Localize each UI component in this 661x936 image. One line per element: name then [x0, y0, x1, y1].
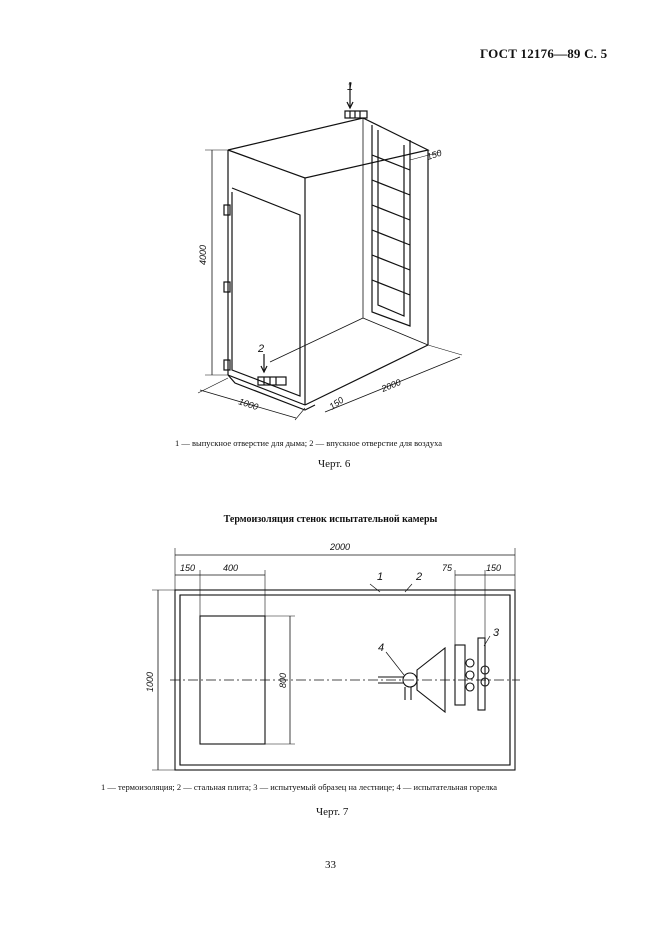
dim-offset-150: 150: [327, 394, 346, 412]
chamber-door: [232, 188, 300, 396]
specimen: [455, 645, 465, 705]
figure-7-label: Черт. 7: [316, 806, 349, 818]
callout-3: 3: [493, 627, 500, 639]
page-number: 33: [325, 859, 336, 871]
callout-4: 4: [378, 642, 385, 654]
callout-1: 1: [377, 571, 384, 583]
dim-right-75: 75: [442, 563, 453, 573]
callout-2: 2: [416, 571, 423, 583]
section-title: Термоизоляция стенок испытательной камеры: [223, 514, 438, 525]
dim-ladder-150: 150: [425, 147, 443, 162]
dim-width-1000: 1000: [237, 396, 260, 413]
dim-depth-2000: 2000: [380, 377, 403, 394]
dim-width-1000: 1000: [145, 671, 155, 692]
figure-6-caption: 1 — выпускное отверстие для дыма; 2 — впускное отверстие для воздуха: [175, 438, 442, 448]
chamber-bottom-right: [305, 345, 428, 405]
dim-length-2000: 2000: [330, 542, 351, 552]
dim-left-150: 150: [180, 563, 196, 573]
figure-7-drawing: [0, 520, 661, 790]
chamber-top-face: [228, 118, 428, 178]
callout-2: 2: [258, 343, 265, 355]
page-header: ГОСТ 12176—89 С. 5: [480, 46, 608, 61]
dim-right-150: 150: [486, 563, 502, 573]
figure-6-label: Черт. 6: [318, 458, 351, 470]
dim-window-400: 400: [223, 563, 239, 573]
outlet-vent: [345, 111, 367, 118]
dim-height-4000: 4000: [198, 244, 208, 265]
callout-1: 1: [347, 81, 354, 93]
dim-window-800: 800: [278, 672, 288, 688]
figure-7-caption: 1 — термоизоляция; 2 — стальная плита; 3 — испытуемый образец на лестнице; 4 — испытательная горелка: [101, 782, 498, 792]
